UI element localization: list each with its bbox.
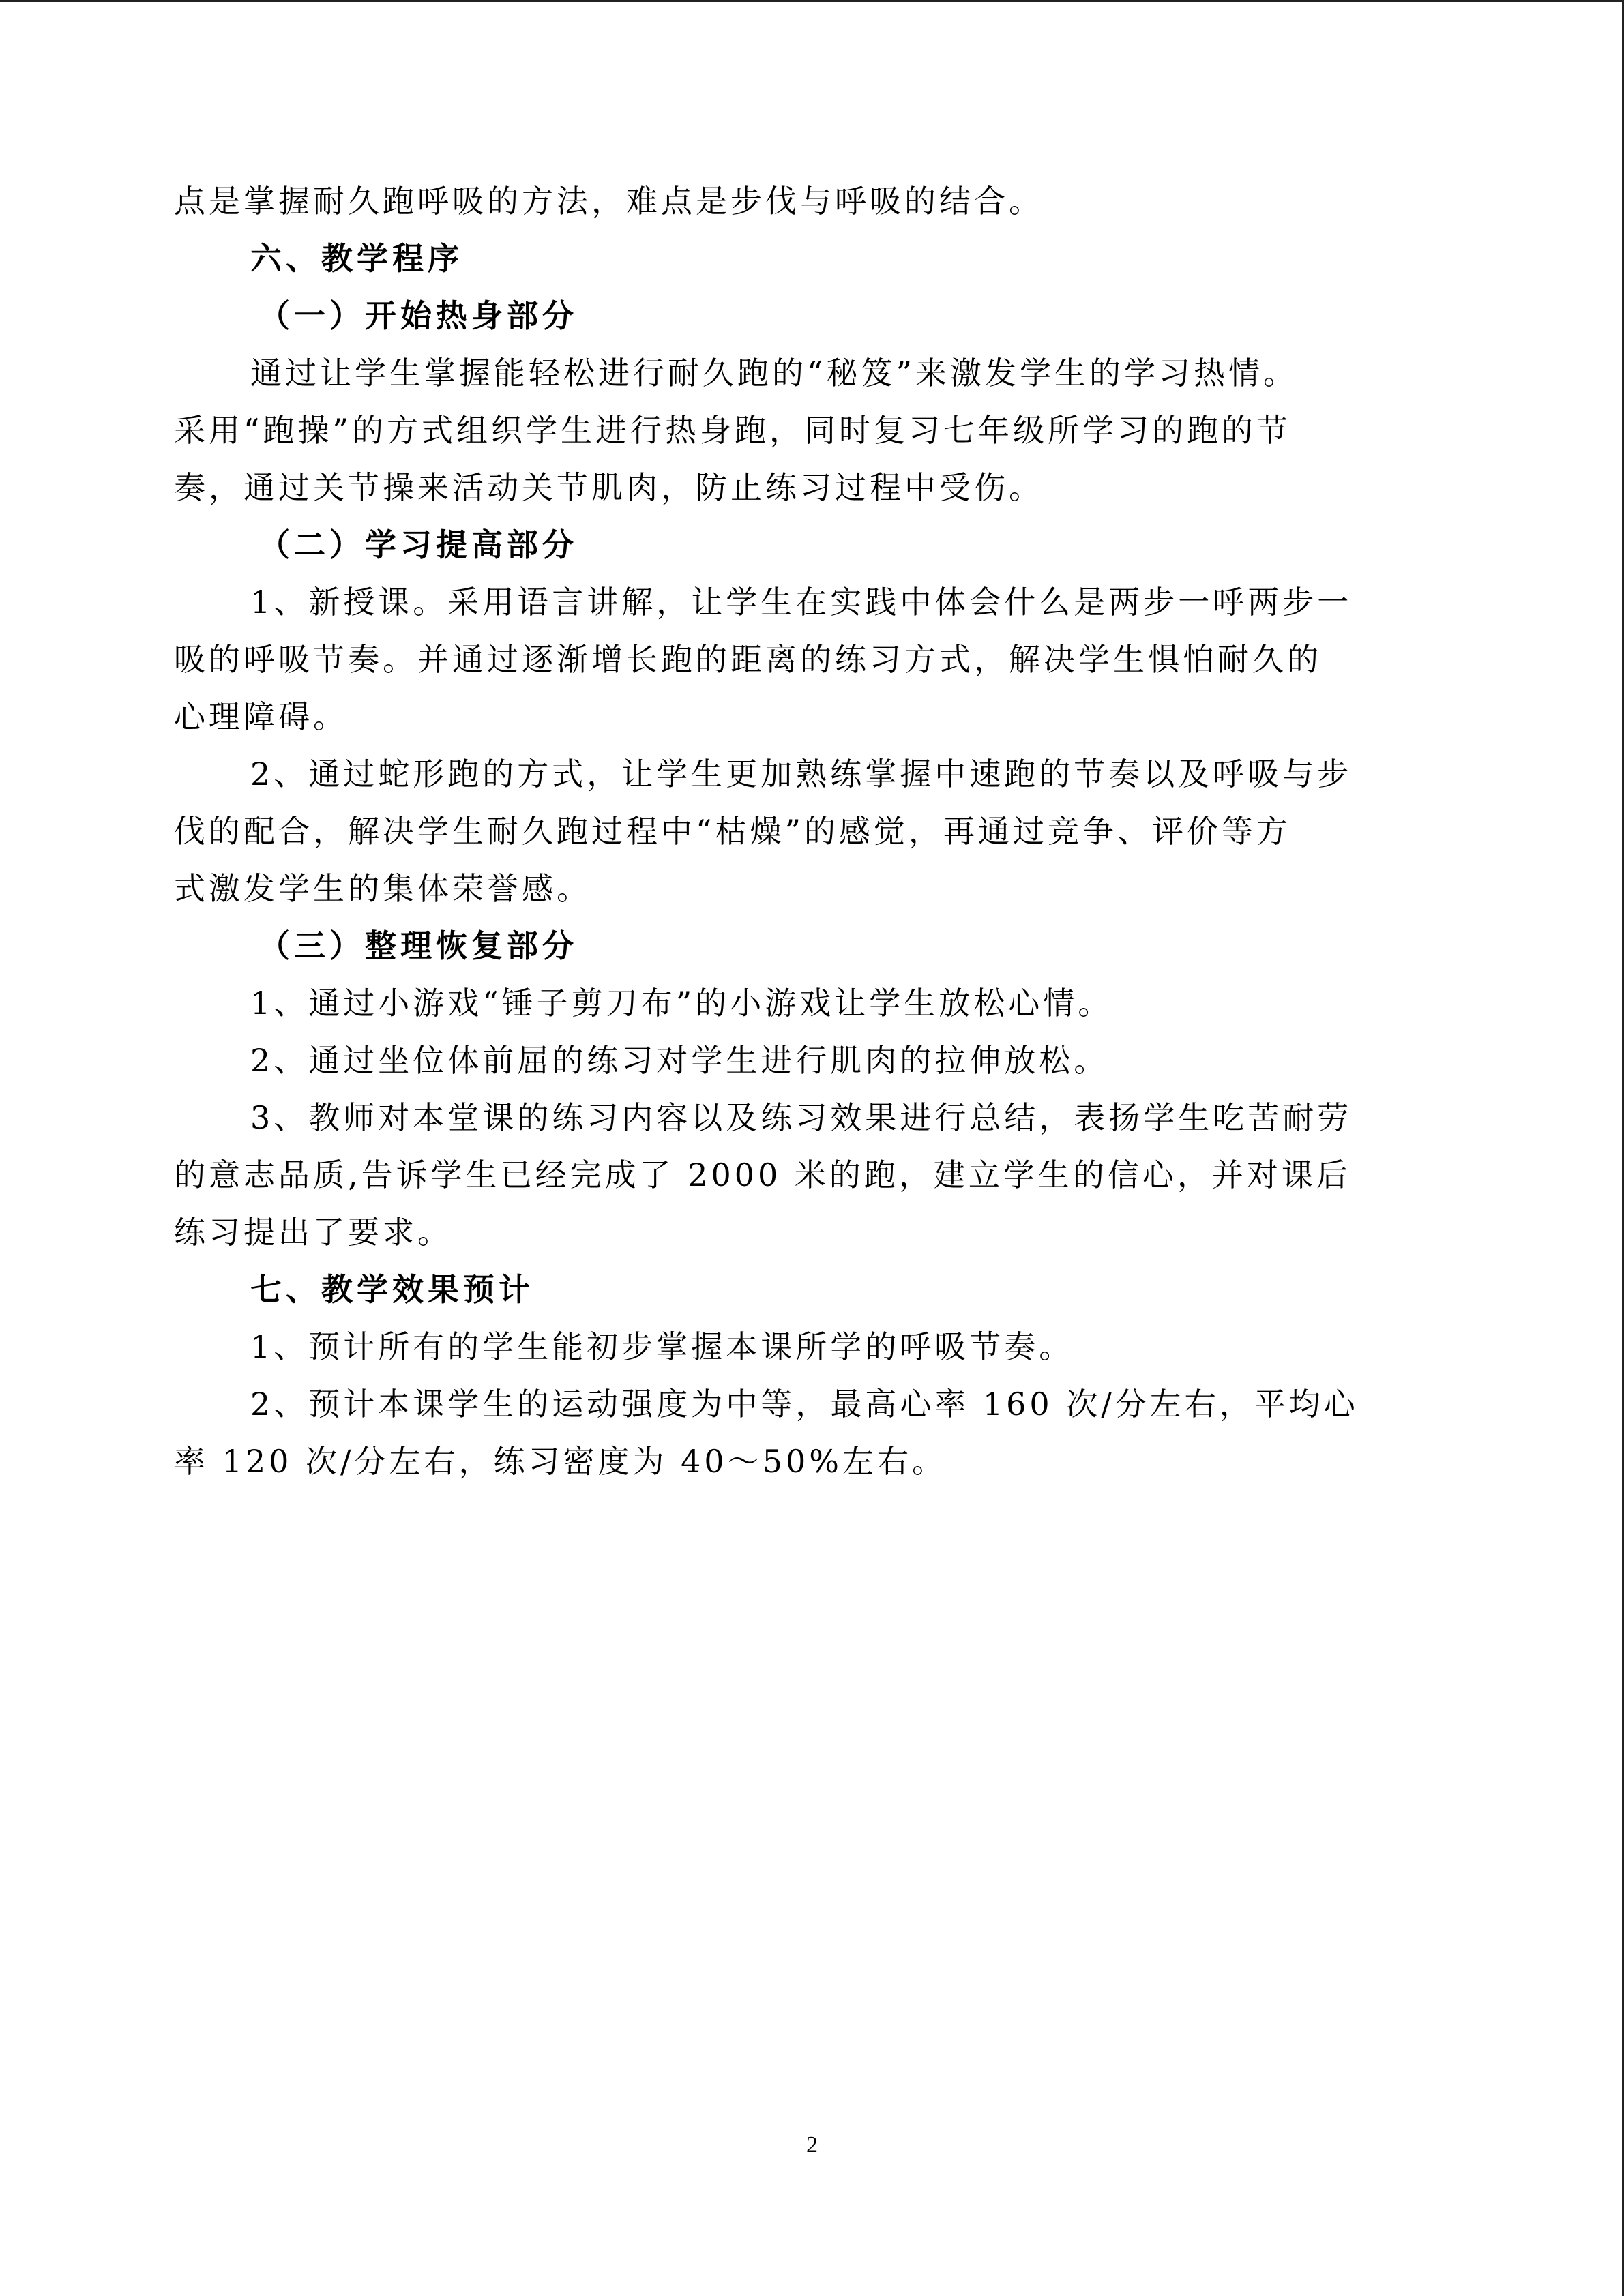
subsection-heading: （一）开始热身部分 — [259, 297, 578, 334]
section-heading: 六、教学程序 — [250, 240, 463, 277]
paragraph-line: 的意志品质,告诉学生已经完成了 2000 米的跑，建立学生的信心，并对课后 — [174, 1157, 1351, 1193]
paragraph-line: 采用“跑操”的方式组织学生进行热身跑，同时复习七年级所学习的跑的节 — [174, 412, 1292, 449]
paragraph-line: 1、通过小游戏“锤子剪刀布”的小游戏让学生放松心情。 — [250, 985, 1113, 1022]
paragraph-line: 2、预计本课学生的运动强度为中等，最高心率 160 次/分左右，平均心 — [250, 1386, 1359, 1422]
paragraph-line: 2、通过蛇形跑的方式，让学生更加熟练掌握中速跑的节奏以及呼吸与步 — [250, 756, 1353, 792]
paragraph-line: 3、教师对本堂课的练习内容以及练习效果进行总结，表扬学生吃苦耐劳 — [250, 1099, 1353, 1136]
paragraph-line: 式激发学生的集体荣誉感。 — [174, 870, 591, 907]
paragraph-line: 1、新授课。采用语言讲解，让学生在实践中体会什么是两步一呼两步一 — [250, 584, 1353, 621]
paragraph-line: 1、预计所有的学生能初步掌握本课所学的呼吸节奏。 — [250, 1328, 1074, 1365]
paragraph-line: 2、通过坐位体前屈的练习对学生进行肌肉的拉伸放松。 — [250, 1042, 1109, 1079]
paragraph-line: 心理障碍。 — [174, 698, 348, 735]
paragraph-line: 通过让学生掌握能轻松进行耐久跑的“秘笈”来激发学生的学习热情。 — [250, 355, 1299, 391]
page-top-border — [0, 0, 1624, 2]
page-number: 2 — [806, 2132, 818, 2158]
document-body — [174, 173, 1449, 1490]
paragraph-line: 奏，通过关节操来活动关节肌肉，防止练习过程中受伤。 — [174, 469, 1044, 506]
paragraph-line: 率 120 次/分左右，练习密度为 40～50%左右。 — [174, 1443, 947, 1480]
section-heading: 七、教学效果预计 — [250, 1271, 534, 1308]
subsection-heading: （二）学习提高部分 — [259, 526, 578, 563]
paragraph-line: 吸的呼吸节奏。并通过逐渐增长跑的距离的练习方式，解决学生惧怕耐久的 — [174, 641, 1322, 678]
paragraph-line: 伐的配合，解决学生耐久跑过程中“枯燥”的感觉，再通过竞争、评价等方 — [174, 813, 1292, 850]
subsection-heading: （三）整理恢复部分 — [259, 927, 578, 964]
paragraph-line: 点是掌握耐久跑呼吸的方法，难点是步伐与呼吸的结合。 — [174, 183, 1044, 220]
paragraph-line: 练习提出了要求。 — [174, 1214, 452, 1251]
